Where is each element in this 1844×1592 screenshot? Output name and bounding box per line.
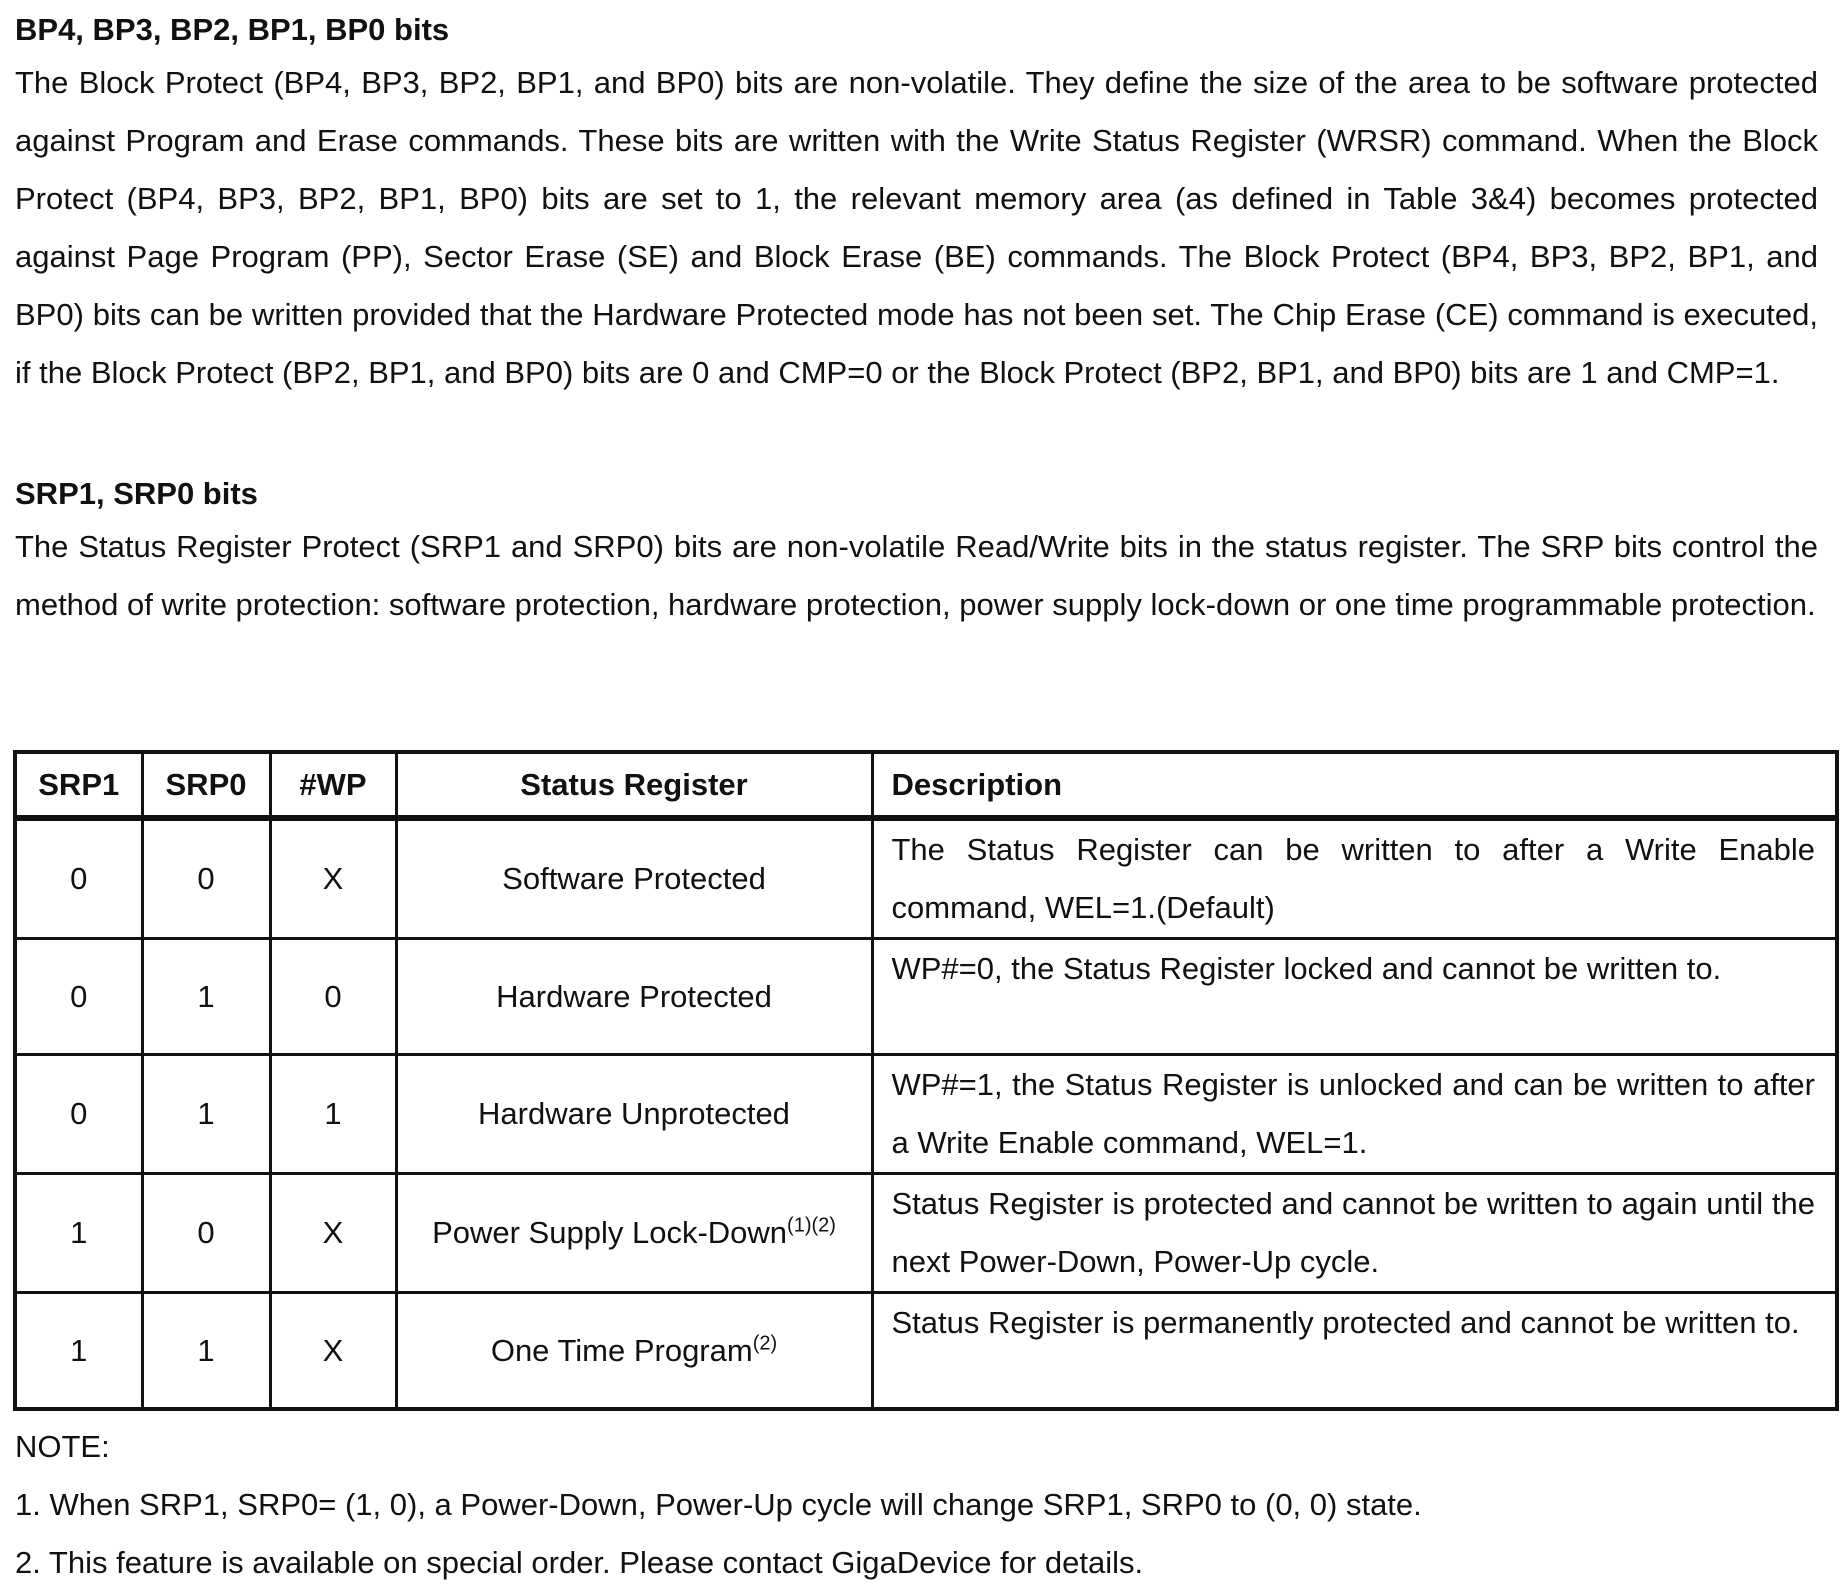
cell-srp1: 0 <box>15 1055 142 1174</box>
header-description: Description <box>872 752 1837 818</box>
cell-srp1: 1 <box>15 1174 142 1293</box>
status-text: Software Protected <box>502 861 766 896</box>
status-text: Hardware Protected <box>496 978 772 1014</box>
cell-description: Status Register is protected and cannot be written to again until the next Power-Down, Power-Up cycle. <box>872 1174 1837 1293</box>
cell-status <box>396 1293 872 1410</box>
table-row <box>15 1293 1837 1410</box>
header-wp: #WP <box>270 752 396 818</box>
cell-wp: X <box>270 1174 396 1293</box>
cell-description: Status Register is permanently protected and cannot be written to. <box>872 1293 1837 1410</box>
cell-status <box>396 1055 872 1174</box>
cell-srp0: 0 <box>142 818 270 939</box>
note-item-1: 1. When SRP1, SRP0= (1, 0), a Power-Down, Power-Up cycle will change SRP1, SRP0 to (0, 0) state. <box>15 1487 1422 1522</box>
status-text: Hardware Unprotected <box>478 1096 790 1131</box>
status-text: One Time Program <box>490 1332 753 1368</box>
notes-title: NOTE: <box>15 1429 110 1464</box>
footnote-ref: (2) <box>752 1332 778 1355</box>
bp-bits-paragraph: The Block Protect (BP4, BP3, BP2, BP1, and BP0) bits are non-volatile. They define the size of the area to be software protected against Program and Erase commands. These bits are written with the Write Status Register (WRSR) command. When the Block Protect (BP4, BP3, BP2, BP1, BP0) bits are set to 1, the relevant memory area (as defined in Table 3&4) becomes protected against Page Program (PP), Sector Erase (SE) and Block Erase (BE) commands. The Block Protect (BP4, BP3, BP2, BP1, and BP0) bits can be written provided that the Hardware Protected mode has not been set. The Chip Erase (CE) command is executed, if the Block Protect (BP2, BP1, and BP0) bits are 0 and CMP=0 or the Block Protect (BP2, BP1, and BP0) bits are 1 and CMP=1. <box>15 65 1818 390</box>
header-status-register: Status Register <box>396 752 872 818</box>
srp-bits-heading: SRP1, SRP0 bits <box>15 476 258 511</box>
header-srp0: SRP0 <box>142 752 270 818</box>
footnote-ref: (1)(2) <box>787 1214 836 1237</box>
table-row <box>15 939 1837 1055</box>
cell-srp0: 1 <box>142 1293 270 1410</box>
cell-wp: X <box>270 1293 396 1410</box>
cell-description: WP#=0, the Status Register locked and cannot be written to. <box>872 939 1837 1055</box>
cell-status <box>396 818 872 939</box>
table-row <box>15 1055 1837 1174</box>
cell-wp: 0 <box>270 939 396 1055</box>
cell-srp0: 1 <box>142 1055 270 1174</box>
note-item-2: 2. This feature is available on special order. Please contact GigaDevice for details. <box>15 1545 1144 1580</box>
cell-description: The Status Register can be written to after a Write Enable command, WEL=1.(Default) <box>872 818 1837 939</box>
cell-status <box>396 1174 872 1293</box>
cell-srp1: 0 <box>15 818 142 939</box>
cell-description: WP#=1, the Status Register is unlocked and can be written to after a Write Enable command, WEL=1. <box>872 1055 1837 1174</box>
cell-wp: 1 <box>270 1055 396 1174</box>
cell-status <box>396 939 872 1055</box>
header-srp1: SRP1 <box>15 752 142 818</box>
document-page <box>15 0 1835 634</box>
table-header-row <box>15 752 1837 818</box>
cell-srp1: 0 <box>15 939 142 1055</box>
table-row <box>15 818 1837 939</box>
cell-srp1: 1 <box>15 1293 142 1410</box>
srp-protection-table <box>13 750 1839 1411</box>
table-row <box>15 1174 1837 1293</box>
cell-srp0: 0 <box>142 1174 270 1293</box>
cell-wp: X <box>270 818 396 939</box>
bp-bits-heading: BP4, BP3, BP2, BP1, BP0 bits <box>15 12 450 47</box>
section-gap <box>15 402 1835 464</box>
notes-section <box>15 1418 1422 1592</box>
cell-srp0: 1 <box>142 939 270 1055</box>
status-text: Power Supply Lock-Down <box>432 1215 788 1250</box>
srp-bits-paragraph: The Status Register Protect (SRP1 and SRP0) bits are non-volatile Read/Write bits in the status register. The SRP bits control the method of write protection: software protection, hardware protection, power supply lock-down or one time programmable protection. <box>15 529 1818 622</box>
